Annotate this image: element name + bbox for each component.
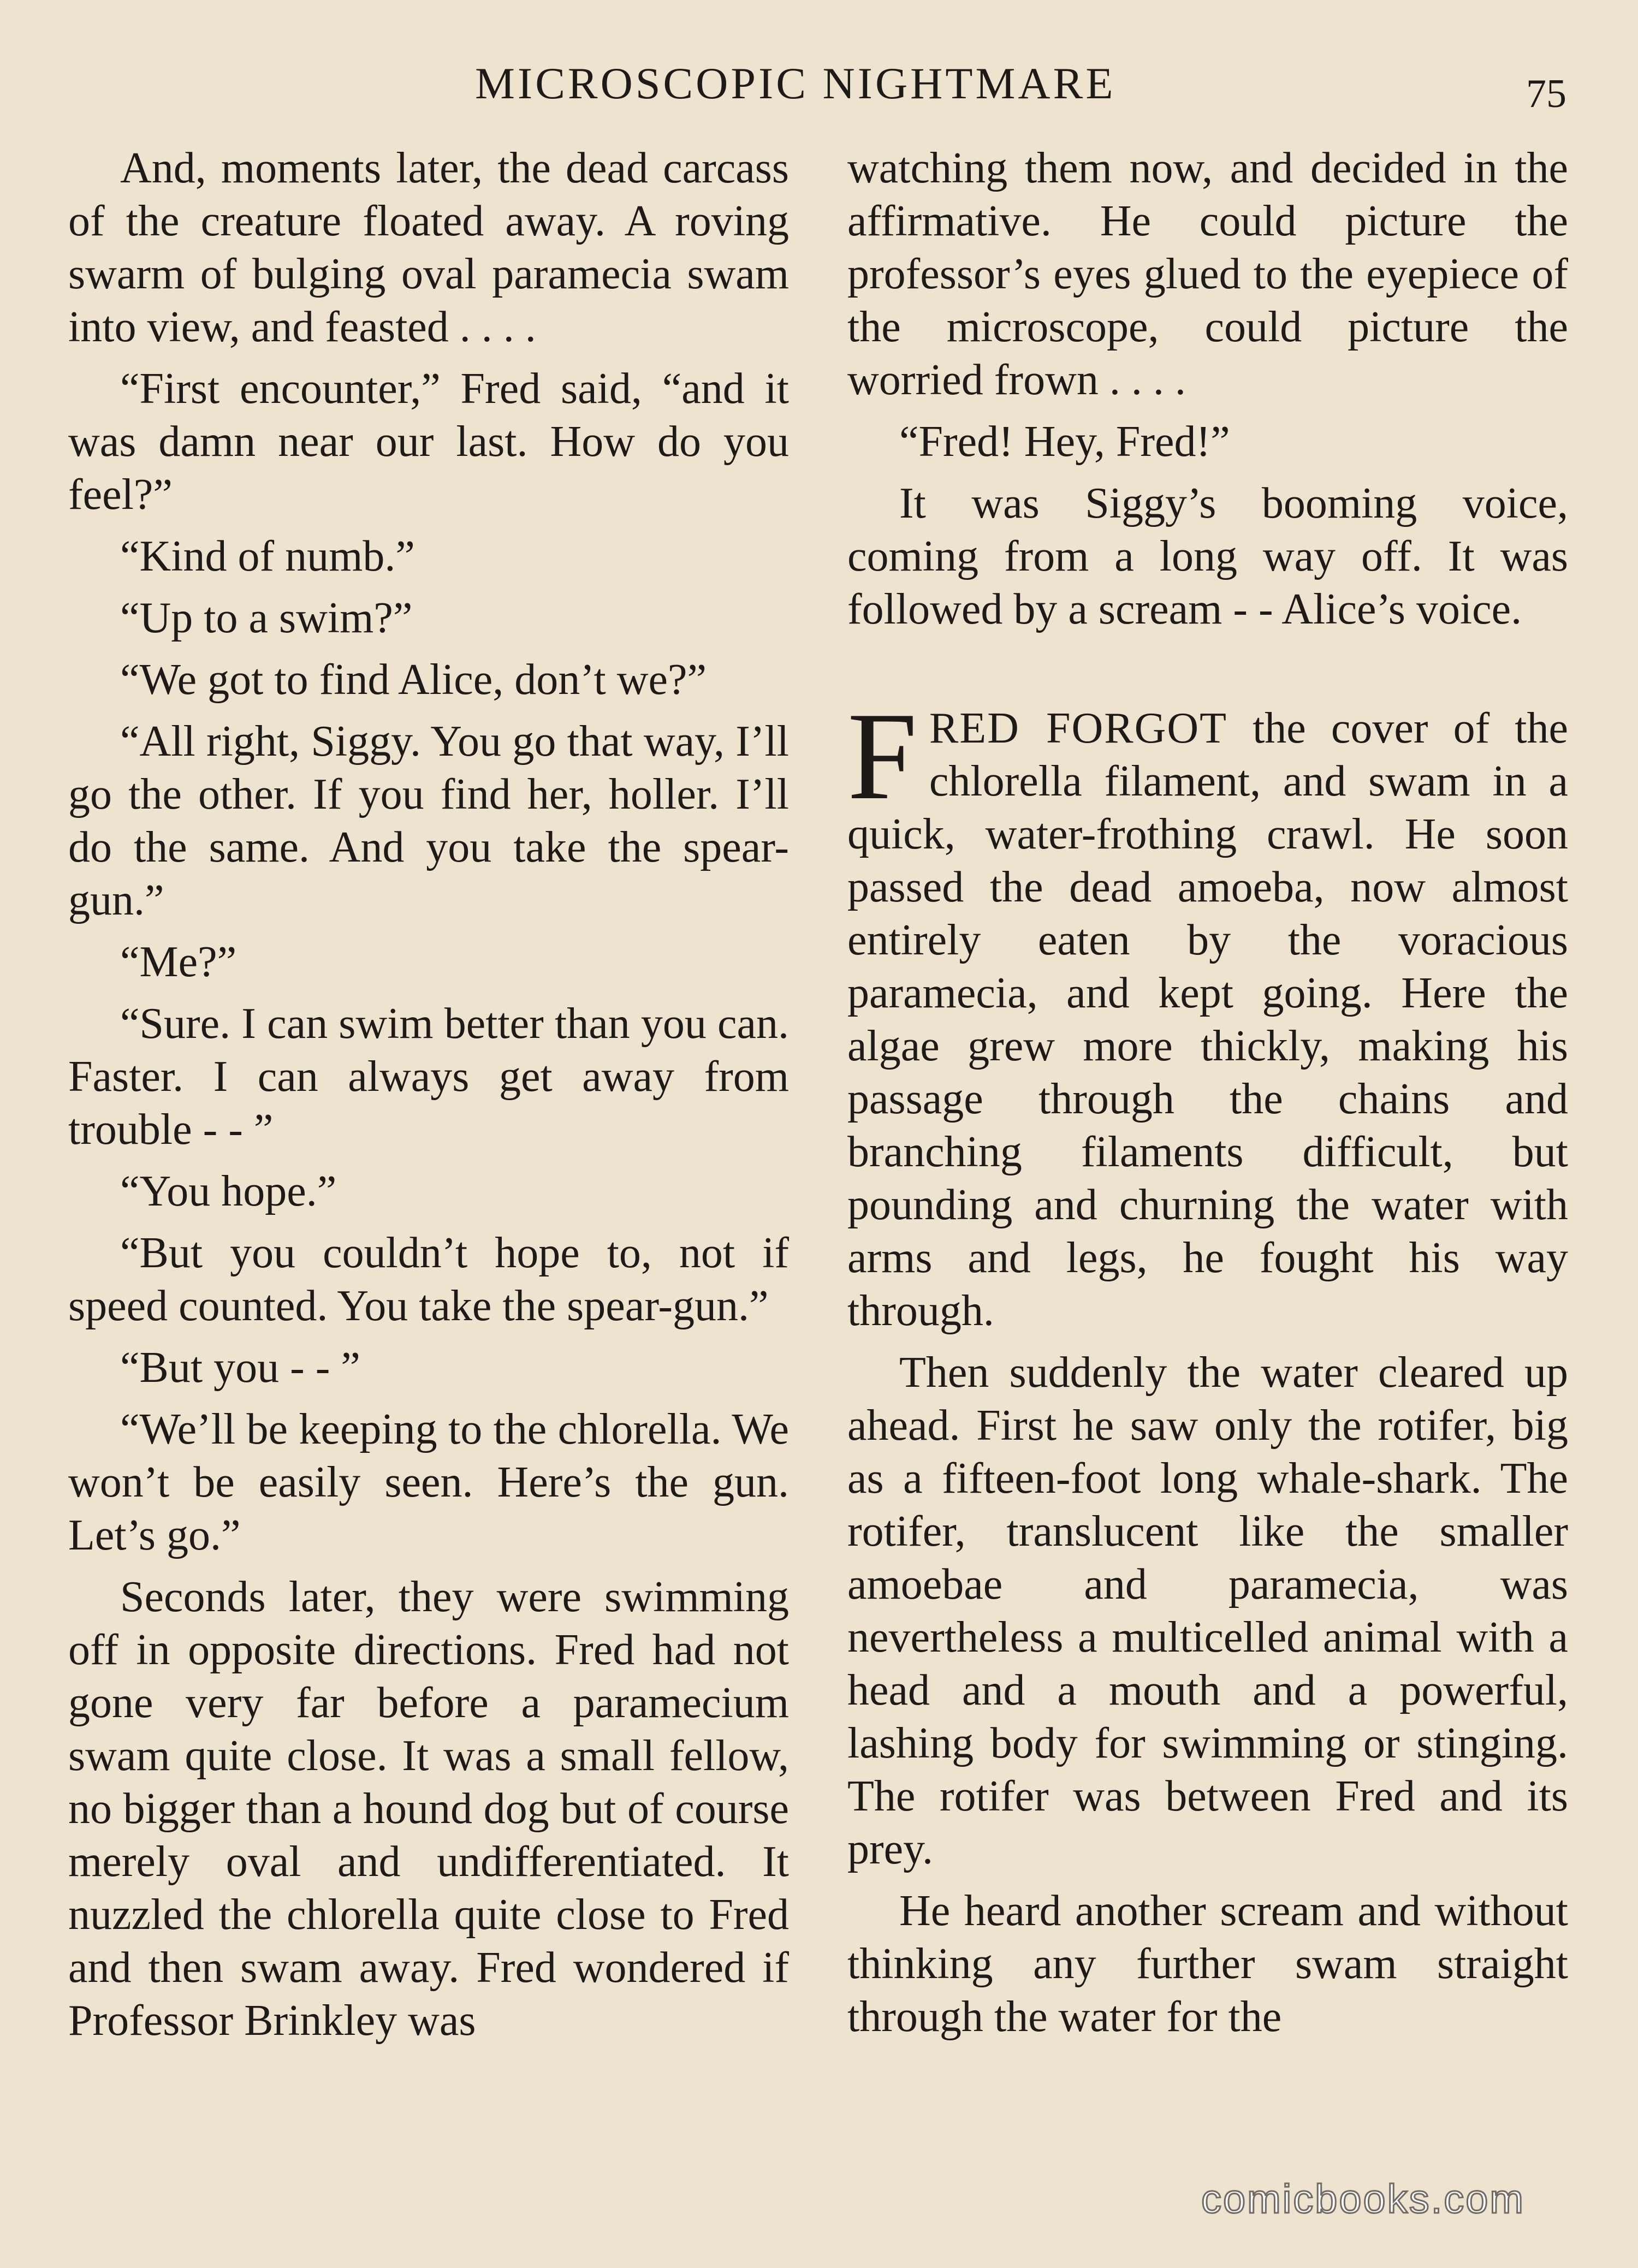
drop-cap: F — [847, 686, 917, 826]
paragraph: “Sure. I can swim better than you can. Faster. I can always get away from trouble - - ” — [68, 1000, 789, 1154]
left-column — [68, 142, 789, 2056]
paragraph: Then suddenly the water cleared up ahead. First he saw only the rotifer, big as a fifteen-foot long whale-shark. The rotifer, translucent like the smaller amoebae and paramecia, was nevertheless a multicelled animal with a head and a mouth and a powerful, lashing body for swimming or stinging. The rotifer was between Fred and its prey. — [847, 1349, 1568, 1873]
paragraph: “All right, Siggy. You go that way, I’ll go the other. If you find her, holler. I’ll do the same. And you take the spear-gun.” — [68, 717, 789, 924]
section-opening-text: the cover of the chlorella filament, and swam in a quick, water-frothing crawl. He soon passed the dead amoeba, now almost entirely eaten by the voracious paramecia, and kept going. Here the algae grew more thickly, making his passage through the chains and branching filaments difficult, but pounding and churning the water with arms and legs, he fought his way through. — [847, 704, 1569, 1335]
paragraph: “First encounter,” Fred said, “and it was damn near our last. How do you feel?” — [68, 365, 789, 519]
paragraph: “But you - - ” — [120, 1344, 360, 1392]
paragraph: “We’ll be keeping to the chlorella. We won’t be easily seen. Here’s the gun. Let’s go.” — [68, 1405, 789, 1559]
paragraph: It was Siggy’s booming voice, coming from a long way off. It was followed by a scream - - Alice’s voice. — [847, 479, 1568, 633]
continued-paragraph: watching them now, and decided in the affirmative. He could picture the professor’s eyes glued to the eyepiece of the microscope, could picture the worried frown . . . . — [847, 144, 1568, 404]
watermark: comicbooks.com — [1201, 2176, 1526, 2222]
paragraph: And, moments later, the dead carcass of the creature floated away. A roving swarm of bulging oval paramecia swam into view, and feasted . . . . — [68, 144, 789, 351]
paragraph: “Me?” — [120, 938, 237, 986]
page-header — [0, 55, 1638, 115]
paragraph: “Up to a swim?” — [120, 594, 413, 642]
paragraph: “You hope.” — [120, 1167, 337, 1215]
section-break — [847, 645, 1568, 702]
page-number: 75 — [1526, 72, 1566, 116]
right-column — [847, 142, 1568, 2052]
paragraph: “We got to find Alice, don’t we?” — [120, 656, 707, 704]
running-title: MICROSCOPIC NIGHTMARE — [475, 58, 1116, 108]
section-opening-paragraph — [847, 686, 1569, 1338]
paragraph: “Kind of numb.” — [120, 532, 415, 580]
smallcaps-lead: RED FORGOT — [929, 704, 1228, 752]
paragraph: Seconds later, they were swimming off in opposite directions. Fred had not gone very far before a paramecium swam quite close. It was a small fellow, no bigger than a hound dog but of course merely oval and undifferentiated. It nuzzled the chlorella quite close to Fred and then swam away. Fred wondered if Professor Brinkley was — [68, 1573, 789, 2045]
paragraph: “Fred! Hey, Fred!” — [899, 418, 1230, 466]
paragraph: “But you couldn’t hope to, not if speed counted. You take the spear-gun.” — [68, 1229, 789, 1330]
paragraph: He heard another scream and without thinking any further swam straight through the water for the — [847, 1887, 1568, 2041]
